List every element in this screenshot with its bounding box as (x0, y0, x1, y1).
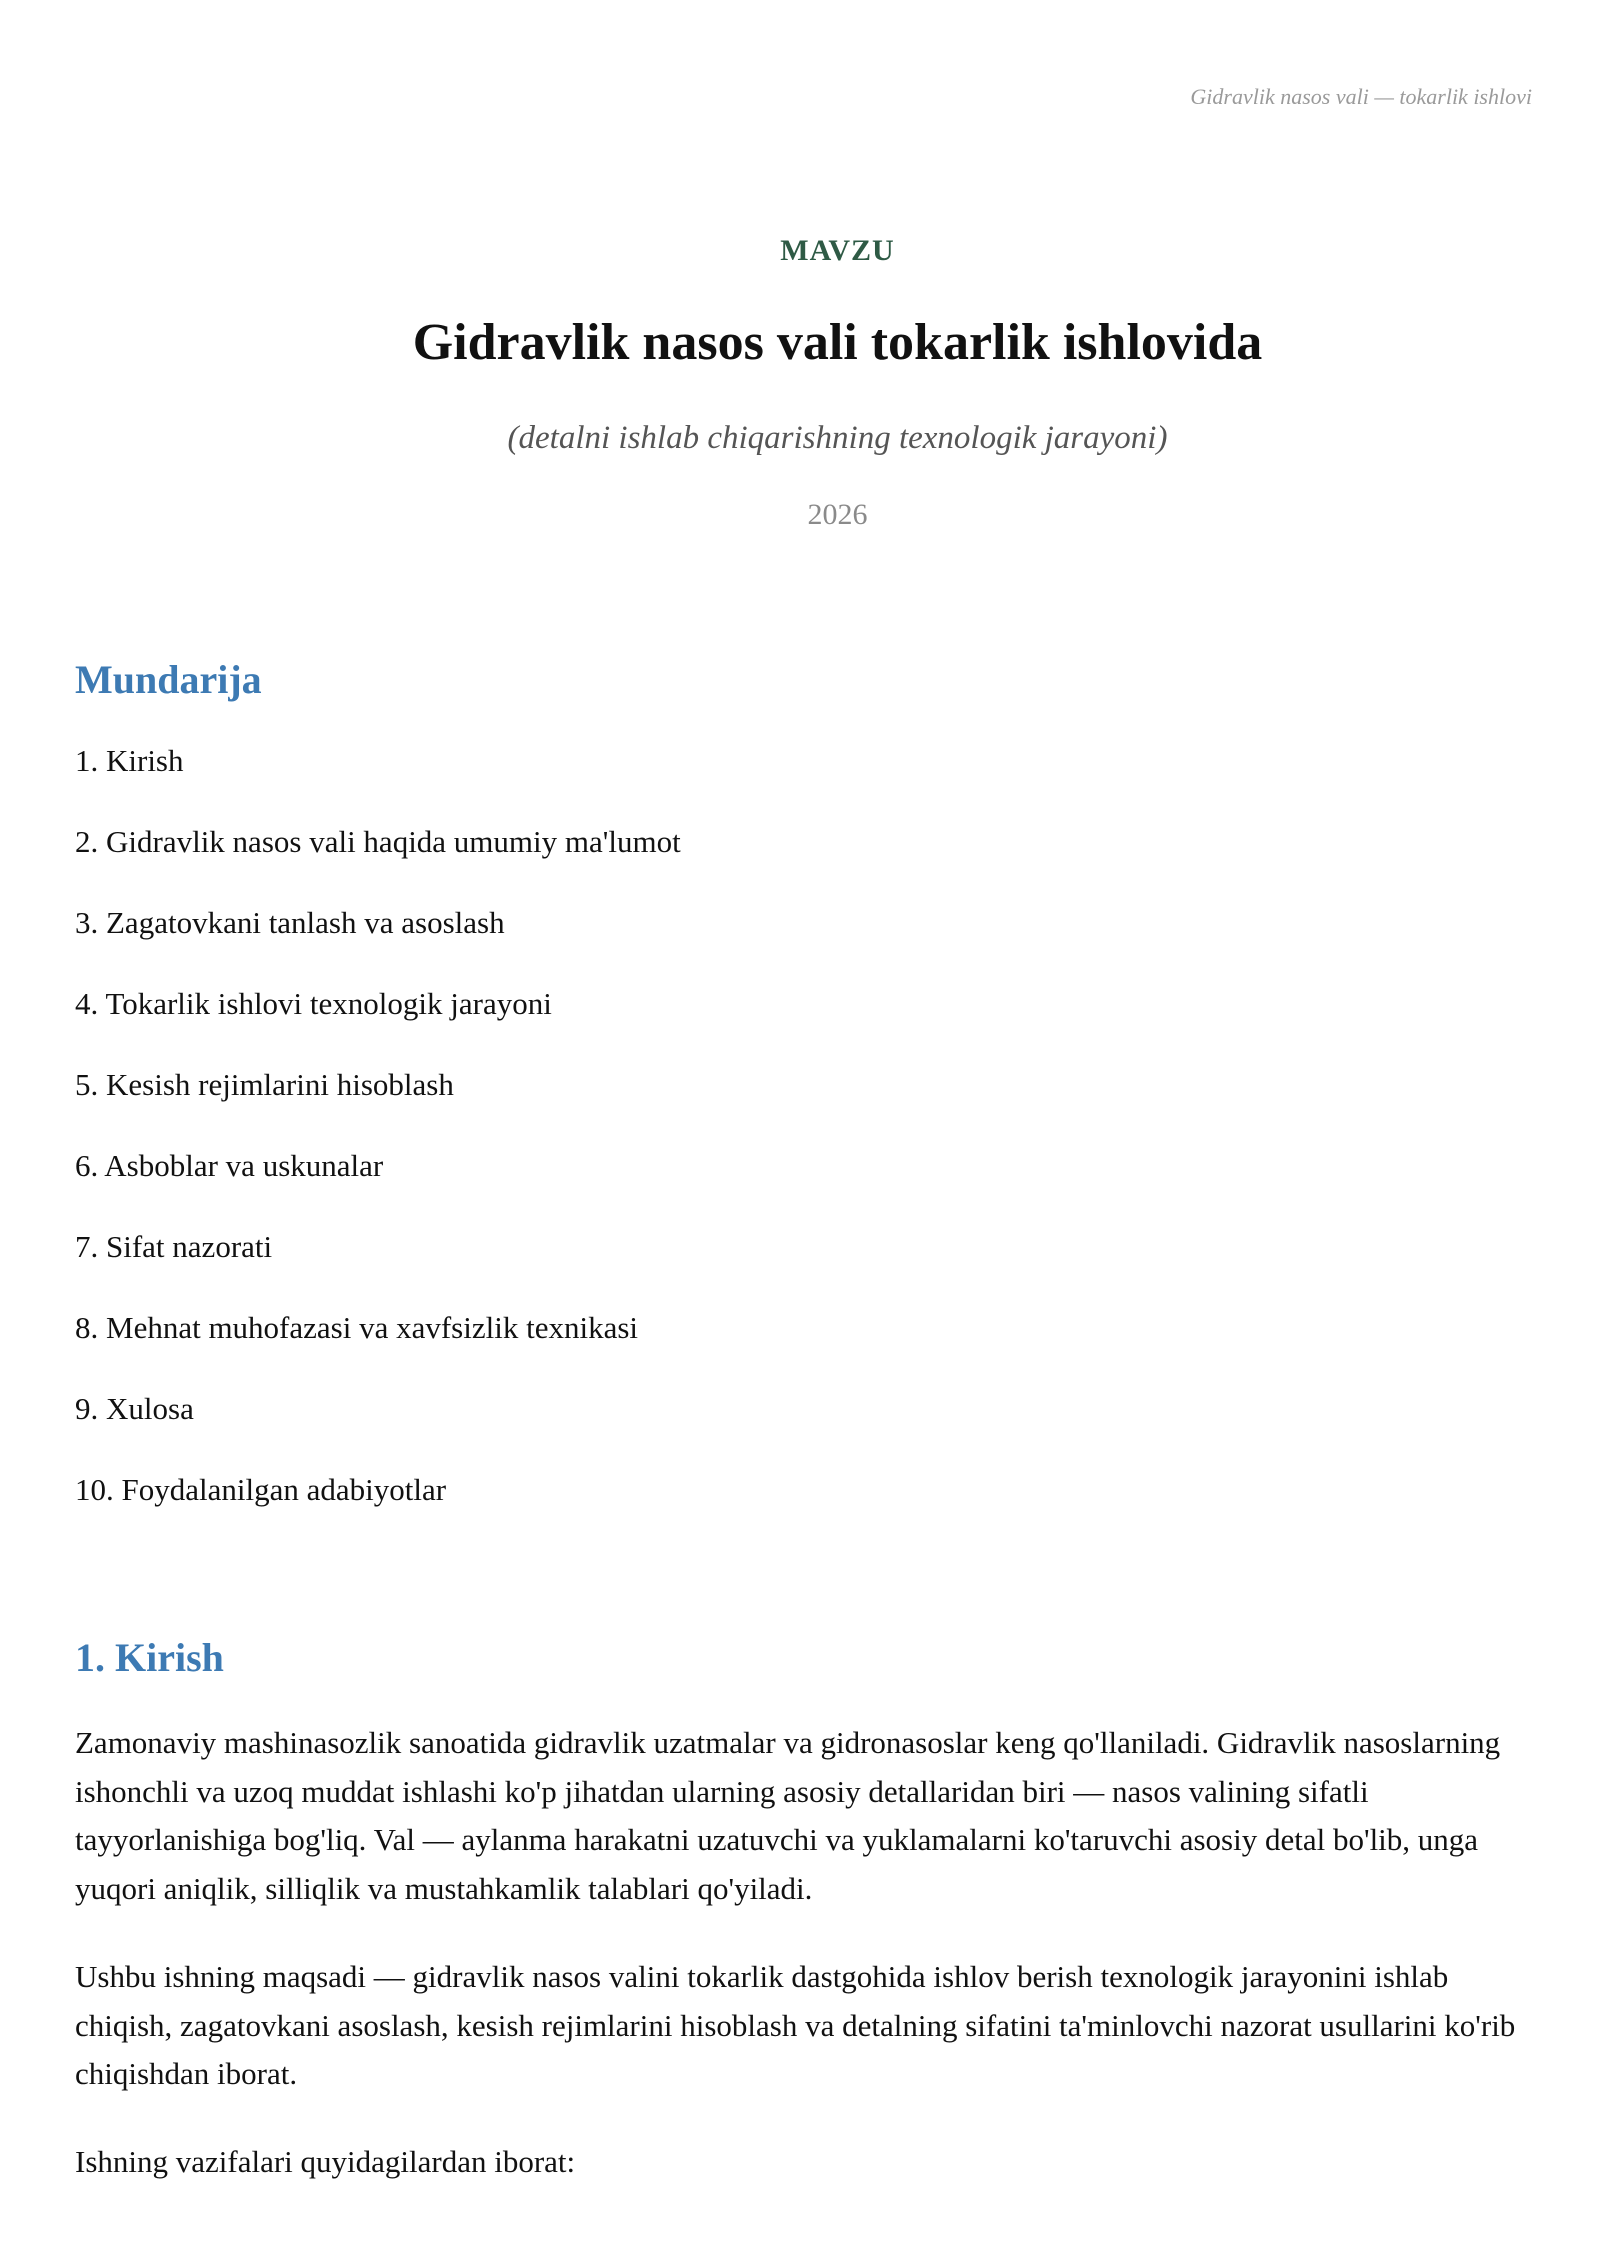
document-year: 2026 (807, 498, 868, 531)
topic-eyebrow: MAVZU (780, 234, 895, 267)
toc-item: 10. Foydalanilgan adabiyotlar (75, 1472, 447, 1507)
toc-item: 5. Kesish rejimlarini hisoblash (75, 1067, 454, 1102)
toc-item: 7. Sifat nazorati (75, 1229, 273, 1264)
toc-item: 4. Tokarlik ishlovi texnologik jarayoni (75, 986, 552, 1021)
table-of-contents (75, 741, 681, 1551)
body-paragraph: Ishning vazifalari quyidagilardan iborat: (75, 2144, 576, 2179)
section-heading-kirish: 1. Kirish (75, 1635, 224, 1680)
toc-heading: Mundarija (75, 657, 262, 702)
toc-item: 9. Xulosa (75, 1391, 194, 1426)
toc-item: 1. Kirish (75, 743, 184, 778)
body-paragraph: Zamonaviy mashinasozlik sanoatida gidravlik uzatmalar va gidronasoslar keng qo'llaniladi. Gidravlik nasoslarning ishonchli va uzoq muddat ishlashi ko'p jihatdan ularning asosiy detallaridan biri — nasos valining sifatli tayyorlanishiga bog'liq. Val — aylanma harakatni uzatuvchi va yuklamalarni ko'taruvchi asosiy detal bo'lib, unga yuqori aniqlik, silliqlik va mustahkamlik talablari qo'yiladi. (75, 1725, 1501, 1906)
running-header: Gidravlik nasos vali — tokarlik ishlovi (1190, 84, 1532, 109)
document-subtitle: (detalni ishlab chiqarishning texnologik jarayoni) (507, 420, 1168, 456)
toc-item: 3. Zagatovkani tanlash va asoslash (75, 905, 505, 940)
document-title: Gidravlik nasos vali tokarlik ishlovida (412, 314, 1263, 371)
toc-item: 2. Gidravlik nasos vali haqida umumiy ma'lumot (75, 824, 681, 859)
body-paragraph: Ushbu ishning maqsadi — gidravlik nasos valini tokarlik dastgohida ishlov berish texnologik jarayonini ishlab chiqish, zagatovkani asoslash, kesish rejimlarini hisoblash va detalning sifatini ta'minlovchi nazorat usullarini ko'rib chiqishdan iborat. (75, 1959, 1516, 2091)
toc-item: 8. Mehnat muhofazasi va xavfsizlik texnikasi (75, 1310, 639, 1345)
toc-item: 6. Asboblar va uskunalar (75, 1148, 384, 1183)
